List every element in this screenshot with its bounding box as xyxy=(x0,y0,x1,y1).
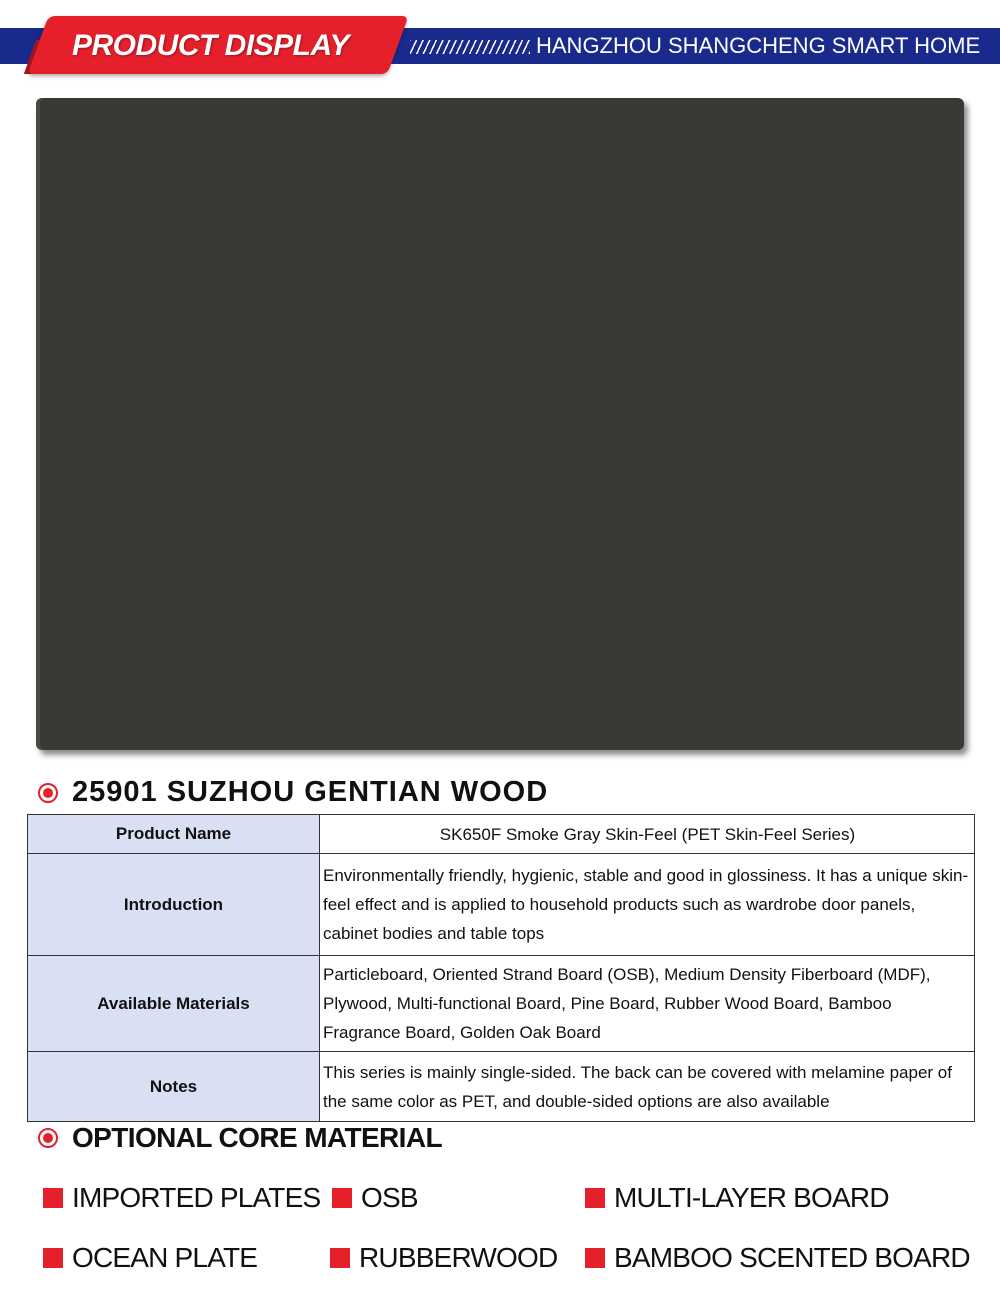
product-heading xyxy=(38,776,548,809)
row-label-notes: Notes xyxy=(28,1052,320,1122)
table-row xyxy=(28,956,975,1052)
red-square-icon xyxy=(43,1248,63,1268)
row-value-product-name: SK650F Smoke Gray Skin-Feel (PET Skin-Feel Series) xyxy=(320,815,975,854)
product-heading-text: 25901 SUZHOU GENTIAN WOOD xyxy=(72,776,549,808)
core-item-label: OSB xyxy=(361,1182,418,1213)
header-banner xyxy=(0,0,1000,80)
core-item-rubberwood xyxy=(330,1242,557,1274)
row-value-notes: This series is mainly single-sided. The back can be covered with melamine paper of the same color as PET, and double-sided options are also available xyxy=(320,1052,975,1122)
target-circle-icon xyxy=(38,783,58,803)
company-name: HANGZHOU SHANGCHENG SMART HOME xyxy=(536,33,981,58)
core-item-imported-plates xyxy=(43,1182,320,1214)
core-item-label: BAMBOO SCENTED BOARD xyxy=(614,1242,970,1273)
core-material-heading-text: OPTIONAL CORE MATERIAL xyxy=(72,1122,442,1153)
red-square-icon xyxy=(43,1188,63,1208)
core-item-label: OCEAN PLATE xyxy=(72,1242,258,1273)
core-material-heading xyxy=(38,1122,442,1154)
page-title: PRODUCT DISPLAY xyxy=(72,29,349,62)
core-item-label: IMPORTED PLATES xyxy=(72,1182,321,1213)
red-square-icon xyxy=(585,1248,605,1268)
core-item-osb xyxy=(332,1182,418,1214)
target-circle-icon xyxy=(38,1128,58,1148)
red-square-icon xyxy=(332,1188,352,1208)
row-label-introduction: Introduction xyxy=(28,854,320,956)
core-item-bamboo-scented-board xyxy=(585,1242,970,1274)
core-item-label: MULTI-LAYER BOARD xyxy=(614,1182,889,1213)
product-swatch-image xyxy=(36,98,964,750)
red-square-icon xyxy=(585,1188,605,1208)
table-row xyxy=(28,815,975,854)
core-item-multi-layer-board xyxy=(585,1182,889,1214)
core-item-ocean-plate xyxy=(43,1242,257,1274)
table-row xyxy=(28,1052,975,1122)
row-value-available-materials: Particleboard, Oriented Strand Board (OSB), Medium Density Fiberboard (MDF), Plywood, Multi-functional Board, Pine Board, Rubber Wood Board, Bamboo Fragrance Board, Golden Oak Board xyxy=(320,956,975,1052)
row-value-introduction: Environmentally friendly, hygienic, stable and good in glossiness. It has a unique skin-feel effect and is applied to household products such as wardrobe door panels, cabinet bodies and table tops xyxy=(320,854,975,956)
row-label-available-materials: Available Materials xyxy=(28,956,320,1052)
core-item-label: RUBBERWOOD xyxy=(359,1242,558,1273)
spec-table xyxy=(27,814,975,1122)
row-label-product-name: Product Name xyxy=(28,815,320,854)
red-square-icon xyxy=(330,1248,350,1268)
hatch-decoration xyxy=(410,40,530,54)
table-row xyxy=(28,854,975,956)
